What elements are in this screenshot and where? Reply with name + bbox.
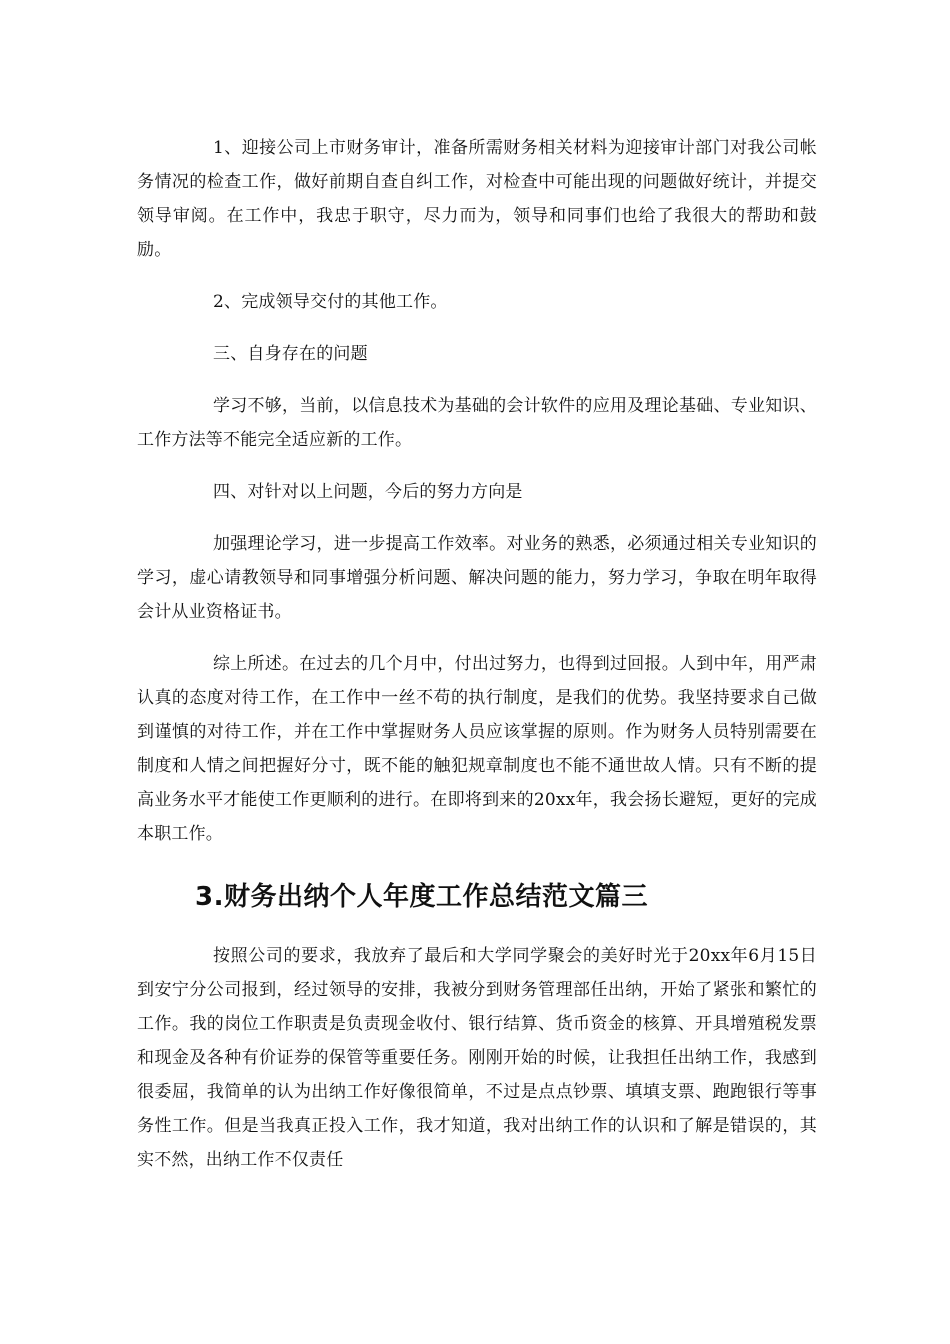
article-heading: 3.财务出纳个人年度工作总结范文篇三 <box>195 882 648 912</box>
paragraph-6: 按照公司的要求，我放弃了最后和大学同学聚会的美好时光于20xx年6月15日到安宁分公司报到，经过领导的安排，我被分到财务管理部任出纳，开始了紧张和繁忙的工作。我的岗位工作职责是负责现金收付、银行结算、货币资金的核算、开具增殖税发票和现金及各种有价证券的保管等重要任务。刚刚开始的时候，让我担任出纳工作，我感到很委屈，我简单的认为出纳工作好像很简单，不过是点点钞票、填填支票、跑跑银行等事务性工作。但是当我真正投入工作，我才知道，我对出纳工作的认识和了解是错误的，其实不然，出纳工作不仅责任 <box>137 946 817 1170</box>
paragraph-1: 1、迎接公司上市财务审计，准备所需财务相关材料为迎接审计部门对我公司帐务情况的检查工作，做好前期自查自纠工作，对检查中可能出现的问题做好统计，并提交领导审阅。在工作中，我忠于职守，尽力而为，领导和同事们也给了我很大的帮助和鼓励。 <box>137 138 817 260</box>
paragraph-3: 学习不够，当前，以信息技术为基础的会计软件的应用及理论基础、专业知识、工作方法等不能完全适应新的工作。 <box>137 396 817 450</box>
document-body <box>137 131 817 1195</box>
paragraph-4: 加强理论学习，进一步提高工作效率。对业务的熟悉，必须通过相关专业知识的学习，虚心请教领导和同事增强分析问题、解决问题的能力，努力学习，争取在明年取得会计从业资格证书。 <box>137 534 817 622</box>
section-heading-4: 四、对针对以上问题，今后的努力方向是 <box>213 482 523 502</box>
paragraph-2: 2、完成领导交付的其他工作。 <box>213 292 448 312</box>
paragraph-5: 综上所述。在过去的几个月中，付出过努力，也得到过回报。人到中年，用严肃认真的态度对待工作，在工作中一丝不苟的执行制度，是我们的优势。我坚持要求自己做到谨慎的对待工作，并在工作中掌握财务人员应该掌握的原则。作为财务人员特别需要在制度和人情之间把握好分寸，既不能的触犯规章制度也不能不通世故人情。只有不断的提高业务水平才能使工作更顺利的进行。在即将到来的20xx年，我会扬长避短，更好的完成本职工作。 <box>137 654 817 844</box>
section-heading-3: 三、自身存在的问题 <box>213 344 368 364</box>
